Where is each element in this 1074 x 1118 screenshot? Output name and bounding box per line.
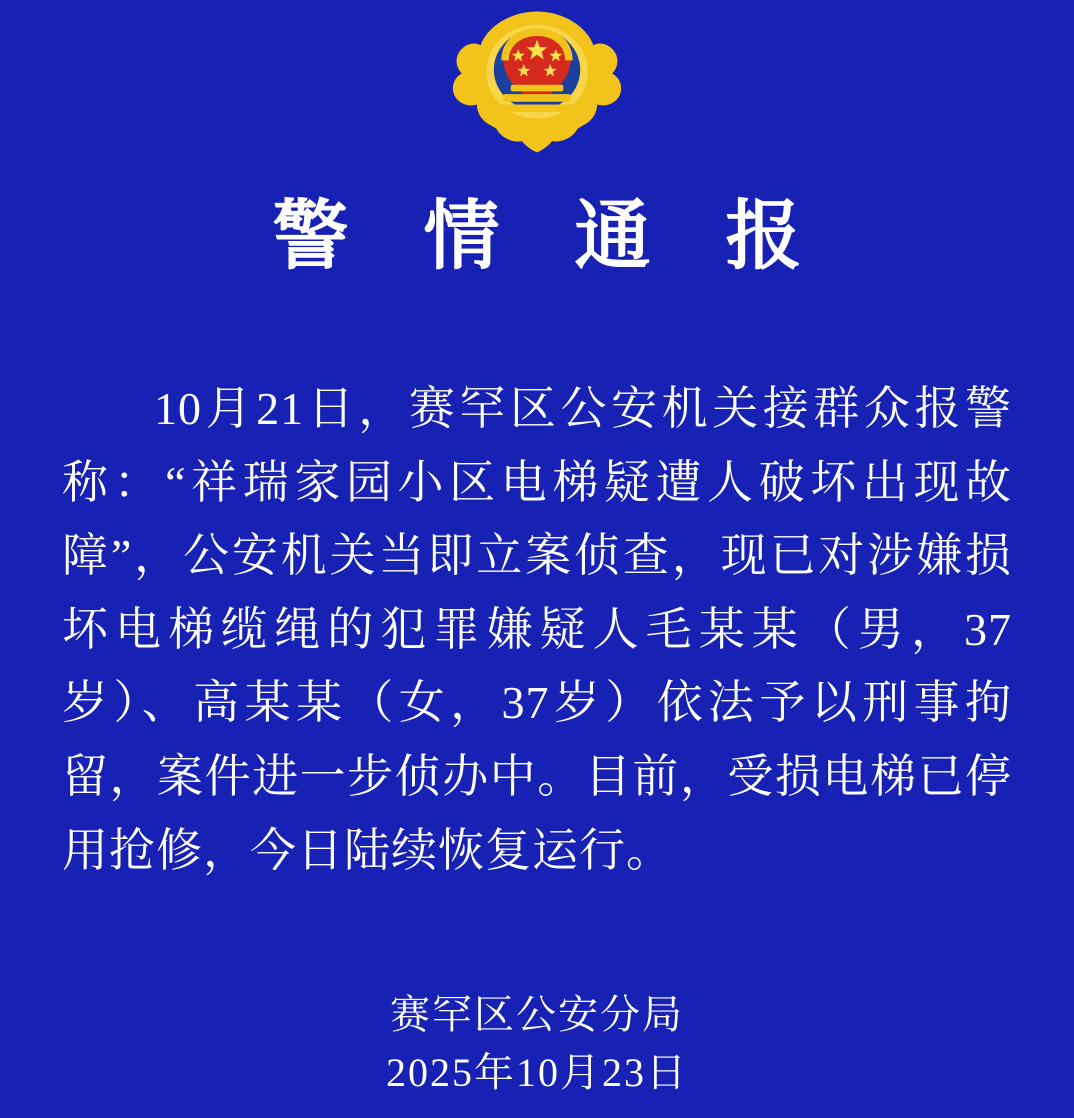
china-police-emblem-icon	[442, 4, 632, 159]
issue-date: 2025年10月23日	[386, 1050, 688, 1095]
notice-body-text: 10月21日，赛罕区公安机关接群众报警称：“祥瑞家园小区电梯疑遭人破坏出现故障”，公安机关当即立案侦查，现已对涉嫌损坏电梯缆绳的犯罪嫌疑人毛某某（男，37岁）、高某某（女，37岁）依法予以刑事拘留，案件进一步侦办中。目前，受损电梯已停用抢修，今日陆续恢复运行。	[62, 383, 1012, 876]
signature-block	[0, 986, 1074, 1102]
issuing-organization: 赛罕区公安分局	[390, 992, 684, 1037]
page-title: 警 情 通 报	[272, 195, 830, 279]
emblem-container	[0, 4, 1074, 164]
